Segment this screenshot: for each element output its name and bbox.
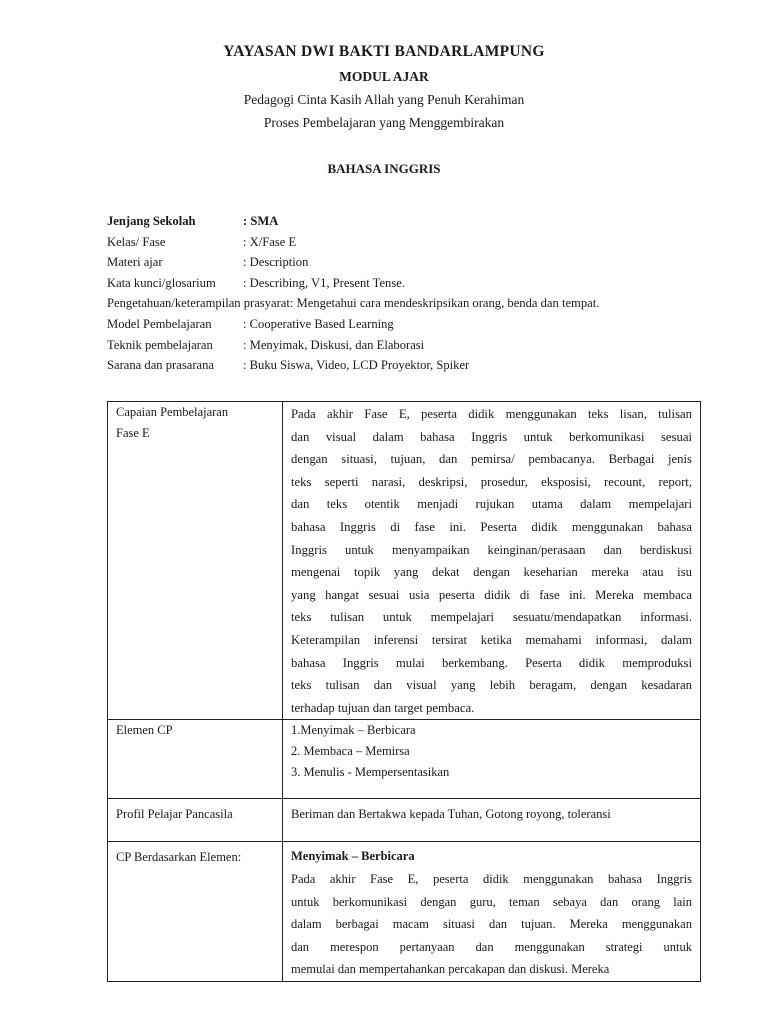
table-cell-label	[108, 799, 283, 842]
meta-value: : Cooperative Based Learning	[243, 316, 394, 331]
profil-value: Beriman dan Bertakwa kepada Tuhan, Gotong royong, toleransi	[291, 807, 611, 822]
table-cell-content	[283, 720, 701, 799]
cp-elemen-label: CP Berdasarkan Elemen:	[116, 850, 242, 865]
meta-row-model	[107, 314, 599, 335]
table-row-profil	[108, 799, 701, 842]
elemen-item-2: 2. Membaca – Memirsa	[291, 744, 410, 759]
meta-value: : Describing, V1, Present Tense.	[243, 275, 405, 290]
document-type: MODUL AJAR	[339, 69, 429, 84]
capaian-text-line: yang hangat sesuai usia peserta didik di fase ini. Mereka membaca	[291, 587, 692, 602]
meta-value: : Menyimak, Diskusi, dan Elaborasi	[243, 337, 425, 352]
table-row-cp-elemen	[108, 842, 701, 982]
profil-label: Profil Pelajar Pancasila	[116, 807, 233, 822]
capaian-text-line: bahasa Inggris mulai berkembang. Peserta didik memproduksi	[291, 655, 692, 670]
cp-elemen-text	[291, 868, 692, 981]
learning-outcomes-table	[107, 401, 701, 982]
meta-row-kelas	[107, 232, 599, 253]
cp-elemen-text-line: memulai dan mempertahankan percakapan dan diskusi. Mereka	[291, 962, 610, 977]
capaian-text-line: Inggris untuk menyampaikan keinginan/perasaan dan berdiskusi	[291, 542, 692, 557]
meta-label: Teknik pembelajaran	[107, 337, 213, 352]
capaian-text-line: terhadap tujuan dan target pembaca.	[291, 700, 475, 715]
capaian-text-line: dan visual dalam bahasa Inggris untuk berkomunikasi sesuai	[291, 429, 692, 444]
table-cell-label	[108, 402, 283, 720]
tagline-2: Proses Pembelajaran yang Menggembirakan	[263, 115, 505, 130]
table-cell-content	[283, 402, 701, 720]
meta-label: Kata kunci/glosarium	[107, 275, 216, 290]
meta-value: : Description	[243, 255, 309, 270]
meta-row-jenjang	[107, 211, 599, 232]
capaian-text-line: teks tulisan untuk mempelajari sesuatu/mendapatkan informasi.	[291, 610, 692, 625]
capaian-text-line: dan teks otentik menjadi rujukan utama dalam mempelajari	[291, 497, 692, 512]
institution-title: YAYASAN DWI BAKTI BANDARLAMPUNG	[223, 43, 545, 60]
capaian-text-line: teks tulisan dan visual yang lebih beragam, dengan kesadaran	[291, 678, 692, 693]
meta-row-materi	[107, 252, 599, 273]
meta-value: : SMA	[243, 214, 279, 228]
meta-label: Materi ajar	[107, 255, 163, 270]
meta-row-prasyarat	[107, 293, 599, 314]
elemen-label: Elemen CP	[116, 723, 173, 738]
table-cell-content	[283, 799, 701, 842]
meta-label: Sarana dan prasarana	[107, 358, 214, 373]
table-cell-label	[108, 720, 283, 799]
table-cell-label	[108, 842, 283, 982]
elemen-item-3: 3. Menulis - Mempersentasikan	[291, 765, 450, 780]
meta-label: Model Pembelajaran	[107, 316, 212, 331]
cp-elemen-text-line: dan merespon pertanyaan dan menggunakan strategi untuk	[291, 939, 692, 954]
meta-row-sarana	[107, 355, 599, 376]
tagline-1: Pedagogi Cinta Kasih Allah yang Penuh Kerahiman	[243, 92, 525, 107]
cp-elemen-subtitle: Menyimak – Berbicara	[291, 849, 415, 864]
cp-label-line-1: Capaian Pembelajaran	[116, 405, 229, 419]
subject-title: BAHASA INGGRIS	[327, 161, 441, 176]
meta-row-kata-kunci	[107, 273, 599, 294]
metadata-block	[107, 211, 599, 376]
cp-elemen-text-line: untuk berkomunikasi dengan guru, teman sebaya dan orang lain	[291, 894, 692, 909]
capaian-text-line: dengan situasi, tujuan, dan pemirsa/ pembacanya. Berbagai jenis	[291, 452, 692, 467]
meta-label: Kelas/ Fase	[107, 234, 166, 249]
cp-elemen-text-line: Pada akhir Fase E, peserta didik menggunakan bahasa Inggris	[291, 871, 692, 886]
elemen-item-1: 1.Menyimak – Berbicara	[291, 723, 416, 738]
capaian-text-line: Keterampilan inferensi tersirat ketika memahami informasi, dalam	[291, 632, 692, 647]
capaian-text-line: teks seperti narasi, deskripsi, prosedur, eksposisi, recount, report,	[291, 474, 692, 489]
meta-row-teknik	[107, 335, 599, 356]
capaian-text-line: Pada akhir Fase E, peserta didik menggunakan teks lisan, tulisan	[291, 407, 692, 421]
meta-full-line: Pengetahuan/keterampilan prasyarat: Mengetahui cara mendeskripsikan orang, benda dan tempat.	[107, 296, 600, 311]
table-cell-content	[283, 842, 701, 982]
table-row-capaian	[108, 402, 701, 720]
capaian-text-line: mengenai topik yang dekat dengan keseharian mereka atau isu	[291, 565, 692, 580]
capaian-text-line: bahasa Inggris di fase ini. Peserta didik menggunakan bahasa	[291, 519, 692, 534]
cp-label-line-2: Fase E	[116, 426, 150, 440]
cp-elemen-text-line: dalam berbagai macam situasi dan tujuan. Mereka menggunakan	[291, 917, 692, 932]
meta-value: : X/Fase E	[243, 234, 297, 249]
capaian-text	[291, 402, 692, 719]
meta-value: : Buku Siswa, Video, LCD Proyektor, Spiker	[243, 358, 470, 373]
meta-label: Jenjang Sekolah	[107, 214, 196, 228]
table-row-elemen	[108, 720, 701, 799]
